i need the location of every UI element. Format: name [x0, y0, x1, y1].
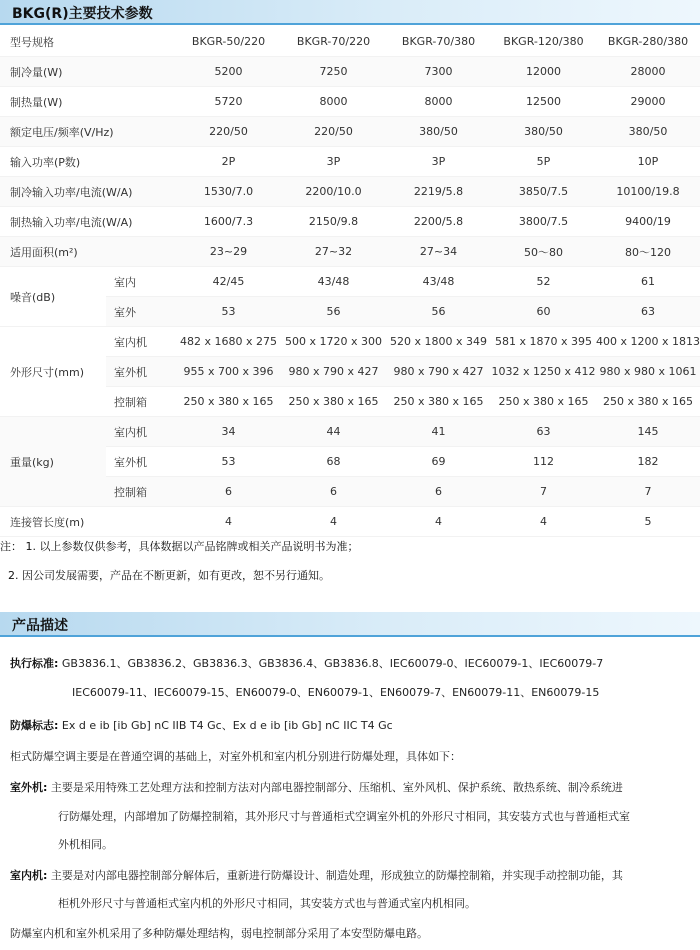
table-cell: 182	[596, 447, 700, 477]
standard-text: GB3836.1、GB3836.2、GB3836.3、GB3836.4、GB3836.8、IEC60079-0、IEC60079-1、IEC60079-7	[61, 657, 604, 670]
table-cell: 145	[596, 417, 700, 447]
table-cell: 28000	[596, 57, 700, 87]
table-cell: 43/48	[281, 267, 386, 297]
note-line: 2. 因公司发展需要，产品在不断更新，如有更改，恕不另行通知。	[8, 569, 330, 582]
table-cell: 5	[596, 507, 700, 537]
table-cell: 250 x 380 x 165	[281, 387, 386, 417]
table-cell: 6	[176, 477, 281, 507]
table-row	[0, 267, 700, 297]
table-cell: 3P	[281, 147, 386, 177]
model-cell: BKGR-70/220	[281, 27, 386, 57]
standard-text: IEC60079-11、IEC60079-15、EN60079-0、EN60079-1、EN60079-7、EN60079-11、EN60079-15	[72, 686, 600, 699]
row-label: 型号规格	[0, 27, 176, 57]
model-cell: BKGR-120/380	[491, 27, 596, 57]
table-row	[0, 117, 700, 147]
final-text: 防爆室内机和室外机采用了多种防爆处理结构，弱电控制部分采用了本安型防爆电路。	[10, 927, 428, 940]
table-cell: 6	[386, 477, 491, 507]
outdoor-text: 行防爆处理，内部增加了防爆控制箱，其外形尺寸与普通柜式空调室外机的外形尺寸相同，其安装方式也与普通柜式室	[58, 810, 630, 823]
table-cell: 29000	[596, 87, 700, 117]
row-label: 外形尺寸(mm)	[0, 327, 106, 417]
table-cell: 380/50	[386, 117, 491, 147]
model-cell: BKGR-50/220	[176, 27, 281, 57]
sub-label: 室内机	[106, 327, 176, 357]
section-header-specs	[0, 0, 700, 25]
table-cell: 63	[596, 297, 700, 327]
table-row	[0, 147, 700, 177]
row-label: 制热量(W)	[0, 87, 176, 117]
table-cell: 250 x 380 x 165	[596, 387, 700, 417]
table-cell: 41	[386, 417, 491, 447]
table-cell: 8000	[386, 87, 491, 117]
table-cell: 4	[491, 507, 596, 537]
table-row	[0, 327, 700, 357]
table-cell: 3850/7.5	[491, 177, 596, 207]
table-cell: 7	[491, 477, 596, 507]
table-cell: 53	[176, 297, 281, 327]
table-cell: 8000	[281, 87, 386, 117]
table-row	[0, 507, 700, 537]
spec-table	[0, 27, 700, 537]
table-cell: 60	[491, 297, 596, 327]
table-cell: 6	[281, 477, 386, 507]
table-cell: 61	[596, 267, 700, 297]
sub-label: 室内	[106, 267, 176, 297]
marking-label: 防爆标志:	[10, 719, 59, 732]
table-cell: 10100/19.8	[596, 177, 700, 207]
table-cell: 3800/7.5	[491, 207, 596, 237]
table-cell: 69	[386, 447, 491, 477]
table-cell: 400 x 1200 x 1813	[596, 327, 700, 357]
sub-label: 室外机	[106, 357, 176, 387]
outdoor-text: 主要是采用特殊工艺处理方法和控制方法对内部电器控制部分、压缩机、室外风机、保护系统、散热系统、制冷系统进	[50, 781, 623, 794]
row-label: 制冷输入功率/电流(W/A)	[0, 177, 176, 207]
table-row	[0, 87, 700, 117]
sub-label: 室内机	[106, 417, 176, 447]
table-cell: 44	[281, 417, 386, 447]
table-cell: 1032 x 1250 x 412	[491, 357, 596, 387]
table-cell: 5P	[491, 147, 596, 177]
section-title: BKG(R)主要技术参数	[12, 6, 153, 22]
table-cell: 250 x 380 x 165	[176, 387, 281, 417]
table-cell: 27~32	[281, 237, 386, 267]
table-cell: 53	[176, 447, 281, 477]
table-cell: 52	[491, 267, 596, 297]
table-cell: 581 x 1870 x 395	[491, 327, 596, 357]
table-cell: 980 x 790 x 427	[281, 357, 386, 387]
table-cell: 220/50	[281, 117, 386, 147]
outdoor-text: 外机相同。	[58, 838, 113, 851]
table-cell: 520 x 1800 x 349	[386, 327, 491, 357]
indoor-text: 主要是对内部电器控制部分解体后，重新进行防爆设计、制造处理，形成独立的防爆控制箱，并实现手动控制功能，其	[50, 869, 623, 882]
section-title: 产品描述	[12, 618, 68, 634]
table-cell: 56	[281, 297, 386, 327]
table-cell: 9400/19	[596, 207, 700, 237]
table-cell: 23~29	[176, 237, 281, 267]
table-cell: 68	[281, 447, 386, 477]
table-cell: 1600/7.3	[176, 207, 281, 237]
table-cell: 7250	[281, 57, 386, 87]
table-cell: 250 x 380 x 165	[491, 387, 596, 417]
table-cell: 980 x 790 x 427	[386, 357, 491, 387]
table-cell: 2200/5.8	[386, 207, 491, 237]
row-label: 制热输入功率/电流(W/A)	[0, 207, 176, 237]
table-cell: 250 x 380 x 165	[386, 387, 491, 417]
table-cell: 220/50	[176, 117, 281, 147]
row-label: 制冷量(W)	[0, 57, 176, 87]
row-label: 适用面积(m²)	[0, 237, 176, 267]
table-cell: 50～80	[491, 237, 596, 267]
table-cell: 4	[176, 507, 281, 537]
table-cell: 27~34	[386, 237, 491, 267]
table-cell: 380/50	[491, 117, 596, 147]
table-row	[0, 417, 700, 447]
table-cell: 5720	[176, 87, 281, 117]
table-cell: 80～120	[596, 237, 700, 267]
indoor-text: 柜机外形尺寸与普通柜式室内机的外形尺寸相同，其安装方式也与普通式室内机相同。	[58, 897, 476, 910]
table-cell: 56	[386, 297, 491, 327]
marking-text: Ex d e ib [ib Gb] nC IIB T4 Gc、Ex d e ib [ib Gb] nC IIC T4 Gc	[61, 719, 393, 732]
row-label: 额定电压/频率(V/Hz)	[0, 117, 176, 147]
table-cell: 7	[596, 477, 700, 507]
section-header-description	[0, 612, 700, 637]
row-label: 噪音(dB)	[0, 267, 106, 327]
table-cell: 1530/7.0	[176, 177, 281, 207]
table-cell: 2200/10.0	[281, 177, 386, 207]
table-cell: 482 x 1680 x 275	[176, 327, 281, 357]
table-cell: 500 x 1720 x 300	[281, 327, 386, 357]
table-cell: 2219/5.8	[386, 177, 491, 207]
intro-text: 柜式防爆空调主要是在普通空调的基础上，对室外机和室内机分别进行防爆处理，具体如下：	[10, 750, 461, 763]
table-row	[0, 57, 700, 87]
table-row	[0, 237, 700, 267]
table-cell: 380/50	[596, 117, 700, 147]
table-cell: 63	[491, 417, 596, 447]
table-cell: 4	[281, 507, 386, 537]
model-cell: BKGR-70/380	[386, 27, 491, 57]
note-line: 注： 1. 以上参数仅供参考，具体数据以产品铭牌或相关产品说明书为准；	[0, 540, 359, 553]
table-cell: 112	[491, 447, 596, 477]
table-cell: 12000	[491, 57, 596, 87]
sub-label: 室外	[106, 297, 176, 327]
table-cell: 3P	[386, 147, 491, 177]
table-row	[0, 177, 700, 207]
row-label: 重量(kg)	[0, 417, 106, 507]
table-cell: 12500	[491, 87, 596, 117]
table-cell: 2P	[176, 147, 281, 177]
row-label: 输入功率(P数)	[0, 147, 176, 177]
row-label: 连接管长度(m)	[0, 507, 176, 537]
table-cell: 5200	[176, 57, 281, 87]
table-cell: 4	[386, 507, 491, 537]
sub-label: 控制箱	[106, 477, 176, 507]
table-cell: 42/45	[176, 267, 281, 297]
table-cell: 2150/9.8	[281, 207, 386, 237]
table-cell: 10P	[596, 147, 700, 177]
table-row	[0, 207, 700, 237]
table-cell: 955 x 700 x 396	[176, 357, 281, 387]
table-row	[0, 27, 700, 57]
outdoor-label: 室外机:	[10, 781, 48, 794]
table-cell: 980 x 980 x 1061	[596, 357, 700, 387]
sub-label: 控制箱	[106, 387, 176, 417]
sub-label: 室外机	[106, 447, 176, 477]
indoor-label: 室内机:	[10, 869, 48, 882]
table-cell: 34	[176, 417, 281, 447]
table-cell: 43/48	[386, 267, 491, 297]
standard-label: 执行标准:	[10, 657, 59, 670]
model-cell: BKGR-280/380	[596, 27, 700, 57]
table-cell: 7300	[386, 57, 491, 87]
